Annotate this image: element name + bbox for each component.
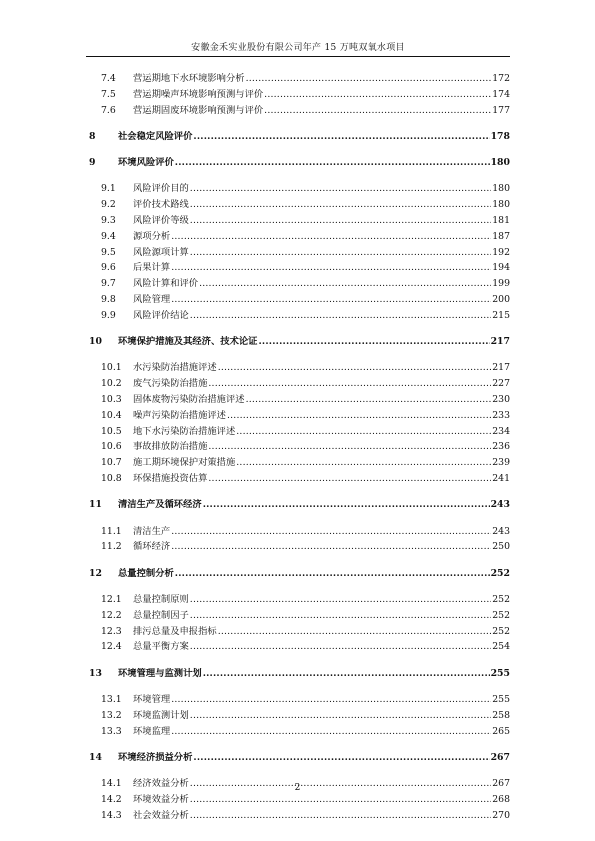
toc-chapter-entry[interactable] [86,750,510,766]
toc-entry-title: 风险评价目的 [133,183,189,195]
toc-section-entry[interactable] [86,229,510,245]
toc-entry-number: 10.3 [101,394,122,406]
toc-entry-page: 180 [492,199,510,211]
toc-entry-number: 14.2 [101,793,122,805]
toc-entry-page: 267 [492,778,510,790]
toc-entry-title: 环境经济损益分析 [118,751,193,763]
toc-entry-title: 总量平衡方案 [133,641,189,653]
toc-entry-page: 234 [492,425,510,437]
toc-dot-leader [171,229,491,244]
toc-entry-title: 风险管理 [133,294,171,306]
toc-entry-title: 后果计算 [133,262,171,274]
toc-dot-leader [208,376,491,391]
toc-entry-page: 174 [492,88,510,100]
toc-dot-leader [264,87,491,102]
toc-dot-leader [171,724,491,739]
toc-entry-page: 230 [492,394,510,406]
toc-dot-leader [190,197,491,212]
toc-entry-number: 7.6 [101,104,116,116]
toc-entry-title: 风险评价结论 [133,309,189,321]
table-of-contents [86,71,510,824]
toc-entry-number: 9.1 [101,183,116,195]
toc-entry-page: 233 [492,409,510,421]
toc-section-entry[interactable] [86,213,510,229]
toc-entry-page: 255 [490,667,510,679]
toc-section-entry[interactable] [86,376,510,392]
toc-entry-page: 243 [490,499,510,511]
toc-entry-number: 10.2 [101,378,122,390]
toc-entry-page: 252 [490,567,510,579]
toc-entry-title: 排污总量及申报指标 [133,625,217,637]
toc-entry-page: 270 [492,809,510,821]
toc-section-entry[interactable] [86,539,510,555]
toc-entry-title: 总量控制原则 [133,594,189,606]
toc-section-entry[interactable] [86,592,510,608]
toc-entry-number: 12.1 [101,594,122,606]
toc-entry-number: 9.6 [101,262,116,274]
toc-chapter-entry[interactable] [86,566,510,582]
toc-dot-leader [171,524,491,539]
toc-entry-page: 252 [492,609,510,621]
toc-section-entry[interactable] [86,808,510,824]
toc-section-entry[interactable] [86,692,510,708]
toc-section-entry[interactable] [86,455,510,471]
toc-entry-page: 217 [490,336,510,348]
toc-entry-number: 13.2 [101,709,122,721]
toc-section-entry[interactable] [86,608,510,624]
toc-section-entry[interactable] [86,424,510,440]
toc-entry-page: 267 [490,751,510,763]
toc-dot-leader [218,360,492,375]
toc-entry-page: 236 [492,441,510,453]
toc-dot-leader [171,292,491,307]
toc-entry-title: 评价技术路线 [133,199,189,211]
toc-dot-leader [171,539,491,554]
toc-entry-title: 地下水污染防治措施评述 [133,425,236,437]
toc-entry-page: 252 [492,594,510,606]
toc-entry-title: 风险计算和评价 [133,278,199,290]
toc-entry-number: 7.4 [101,73,116,84]
toc-chapter-entry[interactable] [86,129,510,145]
toc-entry-number: 9 [89,157,96,169]
toc-dot-leader [218,624,492,639]
toc-section-entry[interactable] [86,471,510,487]
toc-dot-leader [193,129,489,144]
running-header: 安徽金禾实业股份有限公司年产 15 万吨双氧水项目 [191,43,405,53]
toc-entry-title: 风险评价等级 [133,215,189,227]
toc-entry-number: 13 [89,667,102,679]
toc-section-entry[interactable] [86,439,510,455]
toc-entry-page: 215 [492,309,510,321]
toc-entry-title: 环境风险评价 [118,157,174,169]
toc-entry-number: 9.3 [101,215,116,227]
toc-entry-title: 营运期固废环境影响预测与评价 [133,104,264,116]
toc-entry-number: 9.4 [101,230,116,242]
toc-entry-page: 252 [492,625,510,637]
toc-entry-title: 风险源项计算 [133,246,189,258]
toc-dot-leader [193,750,489,765]
toc-entry-number: 10.6 [101,441,122,453]
toc-section-entry[interactable] [86,71,510,87]
toc-entry-title: 噪声污染防治措施评述 [133,409,226,421]
toc-chapter-entry[interactable] [86,666,510,682]
toc-entry-title: 经济效益分析 [133,778,189,790]
toc-dot-leader [190,608,491,623]
toc-entry-number: 9.5 [101,246,116,258]
toc-dot-leader [175,155,490,170]
toc-entry-number: 10.1 [101,362,122,374]
toc-entry-title: 废气污染防治措施 [133,378,208,390]
toc-section-entry[interactable] [86,639,510,655]
toc-entry-page: 243 [492,525,510,537]
toc-entry-page: 254 [492,641,510,653]
toc-entry-page: 177 [492,104,510,116]
toc-dot-leader [190,308,491,323]
toc-entry-title: 环境管理与监测计划 [118,667,202,679]
toc-entry-number: 9.2 [101,199,116,211]
header-rule [86,56,510,57]
toc-entry-number: 12.3 [101,625,122,637]
toc-dot-leader [246,392,492,407]
toc-dot-leader [203,666,490,681]
toc-entry-number: 13.3 [101,725,122,737]
toc-section-entry[interactable] [86,392,510,408]
toc-chapter-entry[interactable] [86,155,510,171]
toc-section-entry[interactable] [86,87,510,103]
toc-entry-number: 10.4 [101,409,122,421]
toc-entry-number: 10.8 [101,473,122,485]
toc-dot-leader [190,639,491,654]
toc-entry-page: 255 [492,694,510,705]
toc-dot-leader [190,181,491,196]
toc-entry-number: 11.1 [101,525,122,537]
toc-entry-page: 192 [492,246,510,258]
toc-entry-number: 10 [89,336,102,348]
toc-entry-title: 社会效益分析 [133,809,189,821]
toc-entry-title: 清洁生产 [133,525,171,537]
toc-dot-leader [236,424,491,439]
toc-dot-leader [203,497,490,512]
toc-section-entry[interactable] [86,624,510,640]
toc-entry-number: 11.2 [101,541,122,553]
toc-section-entry[interactable] [86,308,510,324]
toc-entry-page: 200 [492,294,510,306]
toc-entry-page: 239 [492,457,510,469]
toc-section-entry[interactable] [86,408,510,424]
toc-dot-leader [175,566,490,581]
toc-dot-leader [190,808,491,823]
toc-entry-title: 事故排放防治措施 [133,441,208,453]
toc-entry-number: 12 [89,567,102,579]
toc-dot-leader [227,408,491,423]
toc-entry-title: 社会稳定风险评价 [118,130,193,142]
toc-entry-page: 227 [492,378,510,390]
toc-dot-leader [236,455,491,470]
toc-section-entry[interactable] [86,276,510,292]
toc-entry-title: 清洁生产及循环经济 [118,499,202,511]
toc-entry-title: 循环经济 [133,541,171,553]
toc-entry-number: 14.3 [101,809,122,821]
toc-section-entry[interactable] [86,708,510,724]
toc-entry-number: 13.1 [101,694,122,705]
page-number: 2 [294,783,301,793]
toc-entry-title: 水污染防治措施评述 [133,362,217,374]
toc-dot-leader [190,792,491,807]
toc-entry-title: 营运期噪声环境影响预测与评价 [133,88,264,100]
toc-entry-title: 环境监理 [133,725,171,737]
toc-dot-leader [190,592,491,607]
toc-entry-title: 环境效益分析 [133,793,189,805]
toc-entry-page: 241 [492,473,510,485]
toc-entry-page: 187 [492,230,510,242]
toc-dot-leader [264,103,491,118]
toc-entry-number: 12.4 [101,641,122,653]
toc-entry-page: 181 [492,215,510,227]
toc-entry-title: 固体废物污染防治措施评述 [133,394,245,406]
toc-section-entry[interactable] [86,792,510,808]
toc-dot-leader [208,439,491,454]
toc-entry-title: 环境监测计划 [133,709,189,721]
toc-entry-title: 环境保护措施及其经济、技术论证 [118,336,258,348]
toc-section-entry[interactable] [86,260,510,276]
toc-dot-leader [190,245,491,260]
toc-chapter-entry[interactable] [86,497,510,513]
toc-entry-page: 178 [490,130,510,142]
toc-entry-number: 9.8 [101,294,116,306]
toc-section-entry[interactable] [86,292,510,308]
toc-entry-page: 180 [492,183,510,195]
toc-entry-number: 14.1 [101,778,122,790]
toc-entry-title: 施工期环境保护对策措施 [133,457,236,469]
toc-dot-leader [258,334,489,349]
toc-section-entry[interactable] [86,360,510,376]
toc-entry-number: 11 [89,499,102,511]
toc-dot-leader [199,276,491,291]
toc-entry-number: 9.9 [101,309,116,321]
toc-entry-number: 8 [89,130,96,142]
toc-entry-title: 总量控制因子 [133,609,189,621]
toc-entry-page: 180 [490,157,510,169]
toc-section-entry[interactable] [86,724,510,740]
toc-entry-page: 217 [492,362,510,374]
toc-section-entry[interactable] [86,197,510,213]
toc-section-entry[interactable] [86,103,510,119]
toc-dot-leader [171,260,491,275]
toc-entry-number: 7.5 [101,88,116,100]
toc-entry-title: 营运期地下水环境影响分析 [133,73,245,84]
toc-dot-leader [190,708,491,723]
toc-entry-number: 14 [89,751,102,763]
toc-entry-number: 10.5 [101,425,122,437]
toc-entry-page: 199 [492,278,510,290]
toc-entry-page: 265 [492,725,510,737]
toc-entry-page: 172 [492,73,510,84]
toc-entry-page: 258 [492,709,510,721]
toc-entry-page: 194 [492,262,510,274]
toc-entry-number: 9.7 [101,278,116,290]
toc-dot-leader [246,71,492,86]
toc-chapter-entry[interactable] [86,334,510,350]
toc-entry-number: 10.7 [101,457,122,469]
toc-section-entry[interactable] [86,245,510,261]
toc-entry-page: 268 [492,793,510,805]
toc-section-entry[interactable] [86,524,510,540]
toc-entry-title: 环境管理 [133,694,171,705]
toc-entry-title: 环保措施投资估算 [133,473,208,485]
toc-dot-leader [208,471,491,486]
toc-dot-leader [171,692,491,707]
toc-section-entry[interactable] [86,181,510,197]
toc-entry-title: 源项分析 [133,230,171,242]
toc-dot-leader [190,213,491,228]
toc-entry-page: 250 [492,541,510,553]
toc-entry-number: 12.2 [101,609,122,621]
toc-entry-title: 总量控制分析 [118,567,174,579]
